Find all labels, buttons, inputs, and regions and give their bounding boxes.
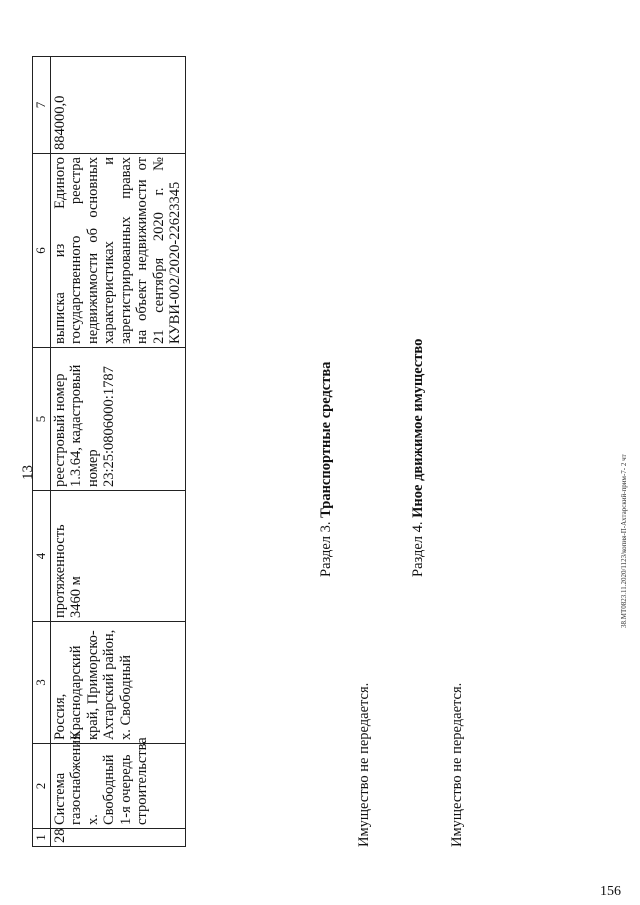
table-header-row (33, 57, 51, 847)
sheet-number: 156 (600, 884, 621, 899)
ownership-document: выписка из Единого государственного реестра недвижимости об основных характеристиках и зарегистрированных правах на объект недвижимости от 21 сентября 2020 г. № КУВИ-002/2020-22623345 (50, 154, 185, 348)
section-4-prefix: Раздел 4. (410, 521, 426, 577)
header-cell: 5 (33, 348, 51, 491)
section-4-note: Имущество не передается. (449, 682, 465, 847)
section-4-heading (410, 339, 427, 577)
section-4-title: Иное движимое имущество (410, 338, 426, 518)
header-cell: 7 (33, 57, 51, 154)
object-name: Система газоснабжения х. Свободный 1-я очередь строительства (50, 744, 185, 829)
object-characteristic: протяженность 3460 м (50, 491, 185, 622)
section-3-prefix: Раздел 3. (318, 521, 334, 577)
property-table (32, 56, 186, 847)
page-number: 13 (20, 465, 36, 480)
section-3-title: Транспортные средства (318, 361, 334, 518)
header-cell: 1 (33, 829, 51, 847)
header-cell: 3 (33, 622, 51, 744)
object-value: 884000,0 (50, 57, 185, 154)
header-cell: 4 (33, 491, 51, 622)
header-cell: 6 (33, 154, 51, 348)
section-3-heading (318, 362, 335, 577)
footer-code: 38.МТ0823.11.2020/1123/копия-П-Ахтарский-прим-7- 2 чт (620, 454, 628, 628)
header-cell: 2 (33, 744, 51, 829)
registry-numbers: реестровый номер 1.3.64, кадастровый номер 23:25:0806000:1787 (50, 348, 185, 491)
row-number: 28 (50, 829, 185, 847)
object-location: Россия, Краснодарский край, Приморско-Ахтарский район, х. Свободный (50, 622, 185, 744)
table-row (50, 57, 185, 847)
section-3-note: Имущество не передается. (356, 682, 372, 847)
